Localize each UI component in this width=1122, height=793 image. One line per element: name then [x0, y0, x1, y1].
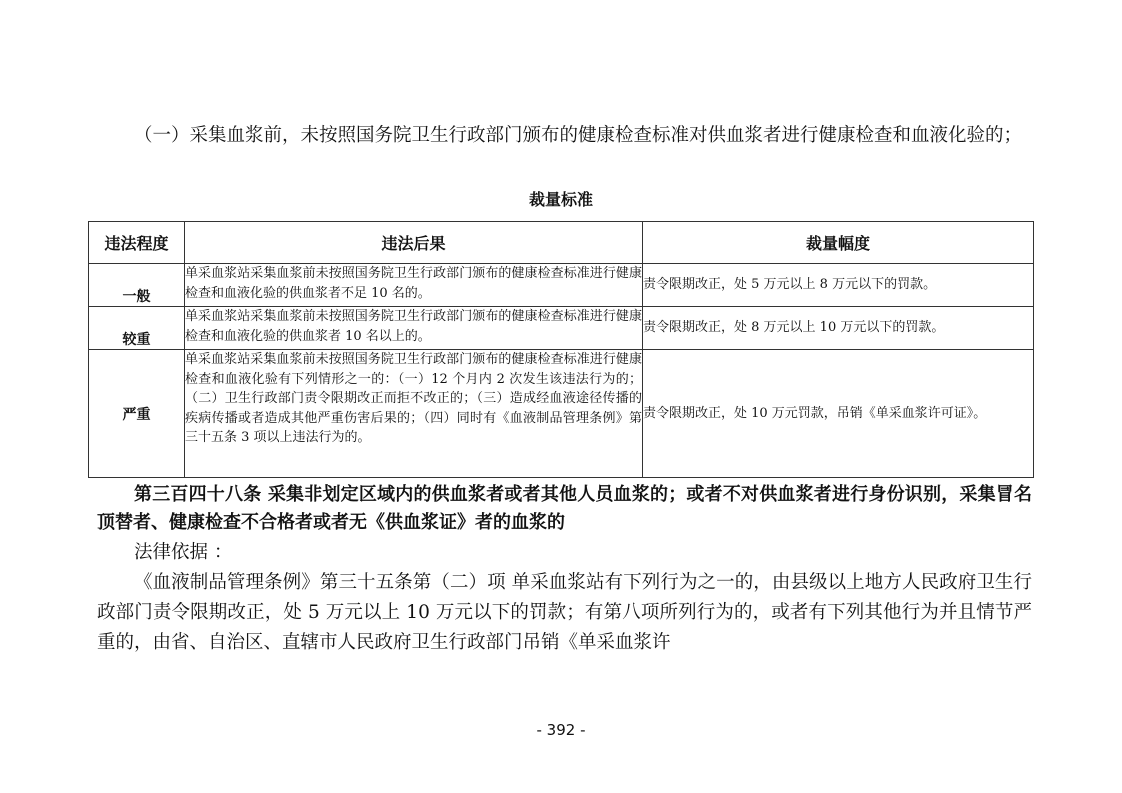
- table-row: [89, 264, 1034, 307]
- header-magnitude: 裁量幅度: [643, 222, 1034, 264]
- table-row: [89, 307, 1034, 350]
- table-title: 裁量标准: [528, 190, 593, 209]
- table-header-row: [89, 222, 1034, 264]
- header-consequence: 违法后果: [185, 222, 643, 264]
- level-cell: 严重: [89, 350, 185, 478]
- legal-basis-label: 法律依据 ：: [134, 542, 233, 563]
- magnitude-cell: 责令限期改正，处 10 万元罚款，吊销《单采血浆许可证》。: [643, 350, 1034, 478]
- page-number: - 392 -: [536, 721, 586, 739]
- table-row: [89, 350, 1034, 478]
- consequence-cell: 单采血浆站采集血浆前未按照国务院卫生行政部门颁布的健康检查标准进行健康检查和血液化验的供血浆者 10 名以上的。: [185, 307, 643, 350]
- consequence-cell: 单采血浆站采集血浆前未按照国务院卫生行政部门颁布的健康检查标准进行健康检查和血液化验有下列情形之一的：（一）12 个月内 2 次发生该违法行为的；（二）卫生行政部门责令限期改正而拒不改正的；（三）造成经血液途径传播的疾病传播或者造成其他严重伤害后果的；（四）同时有《血液制品管理条例》第三十五条 3 项以上违法行为的。: [185, 350, 643, 478]
- header-level: 违法程度: [89, 222, 185, 264]
- magnitude-cell: 责令限期改正，处 5 万元以上 8 万元以下的罚款。: [643, 264, 1034, 307]
- level-cell: 较重: [89, 307, 185, 350]
- penalty-standard-table: [88, 221, 1034, 478]
- magnitude-cell: 责令限期改正，处 8 万元以上 10 万元以下的罚款。: [643, 307, 1034, 350]
- article-heading: 第三百四十八条 采集非划定区域内的供血浆者或者其他人员血浆的；或者不对供血浆者进行身份识别，采集冒名顶替者、健康检查不合格者或者无《供血浆证》者的血浆的: [97, 484, 1032, 533]
- level-cell: 一般: [89, 264, 185, 307]
- intro-paragraph: （一）采集血浆前，未按照国务院卫生行政部门颁布的健康检查标准对供血浆者进行健康检查和血液化验的；: [134, 125, 1023, 146]
- legal-basis-paragraph: 《血液制品管理条例》第三十五条第（二）项 单采血浆站有下列行为之一的，由县级以上地方人民政府卫生行政部门责令限期改正，处 5 万元以上 10 万元以下的罚款；有第八项所列行为的，或者有下列其他行为并且情节严重的，由省、自治区、直辖市人民政府卫生行政部门吊销《单采血浆许: [97, 572, 1032, 653]
- consequence-cell: 单采血浆站采集血浆前未按照国务院卫生行政部门颁布的健康检查标准进行健康检查和血液化验的供血浆者不足 10 名的。: [185, 264, 643, 307]
